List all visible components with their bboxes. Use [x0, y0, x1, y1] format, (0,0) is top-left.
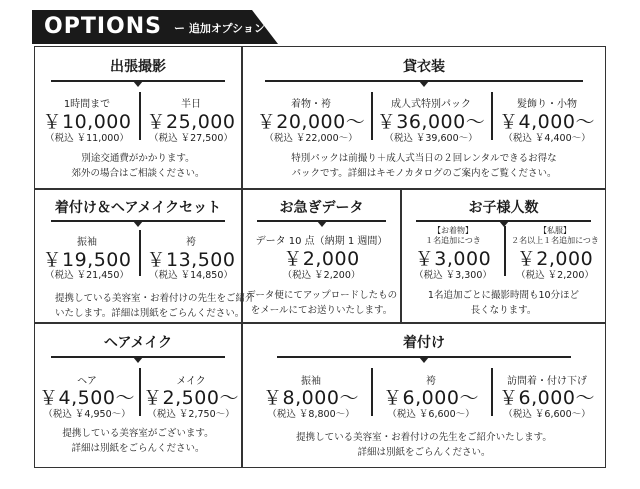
item-label: メイク [176, 376, 206, 387]
section-shutcho [34, 46, 242, 189]
triangle-marker [317, 221, 327, 227]
item-tax: （税込 ￥39,600～） [384, 133, 478, 144]
item-price: ￥4,000～ [499, 111, 595, 133]
item-price: ￥2,000 [283, 248, 360, 270]
section-title: 着付け [403, 335, 445, 351]
item-price: ￥6,000～ [499, 387, 595, 409]
item-price: ￥2,000 [516, 248, 594, 270]
item-price: ￥4,500～ [39, 387, 135, 409]
item-price: ￥19,500 [42, 249, 132, 271]
section-kitsuke-hairmake-set [34, 189, 255, 323]
item-label: 【私服】 [539, 226, 571, 235]
note-line: 特別パックは前撮り＋成人式当日の２回レンタルできるお得な [291, 153, 557, 164]
page-title: OPTIONS [44, 14, 162, 39]
item-tax: （税込 ￥4,400～） [503, 133, 591, 144]
item-price: ￥36,000～ [376, 111, 486, 133]
note-line: 詳細は別紙をごらんください。 [71, 443, 205, 454]
item-label: 1時間まで [63, 99, 111, 110]
section-oisogi-data [242, 189, 401, 323]
item-price: ￥2,500～ [143, 387, 239, 409]
item-label: 着物・袴 [291, 99, 331, 110]
item-price: ￥10,000 [42, 111, 132, 133]
item-tax: （税込 ￥6,600～） [387, 409, 475, 420]
section-title: ヘアメイク [103, 335, 173, 351]
item-label: 訪問着・付け下げ [507, 376, 587, 387]
item-label: 袴 [426, 376, 436, 387]
item-label: 袴 [186, 237, 196, 248]
item-label: 半日 [181, 99, 201, 110]
note-line: 提携している美容室・お着付けの先生をご紹介いたします。 [296, 432, 552, 443]
item-tax: （税込 ￥6,600～） [503, 409, 591, 420]
section-title: 出張撮影 [110, 59, 166, 75]
section-title: お子様人数 [468, 200, 539, 216]
item-label: 振袖 [301, 376, 321, 387]
section-title: 貸衣装 [403, 59, 445, 75]
section-kitsuke [242, 323, 606, 468]
item-sublabel: ２名以上１名追加につき [511, 236, 599, 245]
note-line: データ便にてアップロードしたもの [245, 290, 398, 301]
item-label: 【お着物】 [433, 226, 473, 235]
page-subtitle: ー 追加オプション ー [174, 22, 280, 35]
item-tax: （税込 ￥22,000～） [264, 133, 358, 144]
triangle-marker [133, 221, 143, 227]
triangle-marker [133, 81, 143, 87]
note-line: 1名追加ごとに撮影時間も10分ほど [427, 290, 580, 301]
triangle-marker [419, 357, 429, 363]
note-line: 郊外の場合はご相談ください。 [71, 168, 205, 179]
item-tax: （税込 ￥21,450） [45, 270, 129, 281]
triangle-marker [419, 81, 429, 87]
item-tax: （税込 ￥2,200） [282, 270, 361, 281]
item-tax: （税込 ￥2,750～） [147, 409, 235, 420]
note-line: 詳細は別紙をごらんください。 [357, 447, 491, 458]
item-label: データ 10 点（納期 1 週間） [255, 236, 388, 247]
section-title: お急ぎデータ [279, 200, 364, 216]
item-price: ￥3,000 [414, 248, 492, 270]
item-tax: （税込 ￥11,000） [45, 133, 129, 144]
note-line: をメールにてお送りいたします。 [250, 305, 393, 316]
item-price: ￥6,000～ [383, 387, 479, 409]
item-price: ￥13,500 [146, 249, 236, 271]
section-kodomo-ninzu [401, 189, 606, 323]
item-tax: （税込 ￥27,500） [149, 133, 233, 144]
item-tax: （税込 ￥4,950～） [43, 409, 131, 420]
item-price: ￥8,000～ [263, 387, 359, 409]
note-line: 別途交通費がかかります。 [81, 153, 195, 164]
note-line: パックです。詳細はキモノカタログのご案内をご覧ください。 [291, 168, 557, 179]
item-label: ヘア [77, 376, 97, 387]
section-title: 着付け＆ヘアメイクセット [54, 200, 222, 216]
item-label: 成人式特別パック [391, 99, 471, 110]
item-sublabel: １名追加につき [425, 236, 481, 245]
note-line: 提携している美容室がございます。 [62, 428, 214, 439]
note-line: 提携している美容室・お着付けの先生をご紹介 [55, 293, 255, 304]
section-kashi [242, 46, 606, 189]
item-label: 髪飾り・小物 [517, 99, 577, 110]
item-tax: （税込 ￥2,200） [516, 270, 594, 281]
triangle-marker [133, 357, 143, 363]
options-header [32, 10, 288, 44]
note-line: 長くなります。 [470, 305, 537, 316]
section-hairmake [34, 323, 242, 468]
item-tax: （税込 ￥3,300） [414, 270, 492, 281]
item-label: 振袖 [77, 237, 97, 248]
item-price: ￥25,000 [146, 111, 236, 133]
item-tax: （税込 ￥14,850） [149, 270, 233, 281]
item-price: ￥20,000～ [256, 111, 366, 133]
note-line: いたします。詳細は別紙をごらんください。 [55, 308, 245, 319]
item-tax: （税込 ￥8,800～） [267, 409, 355, 420]
